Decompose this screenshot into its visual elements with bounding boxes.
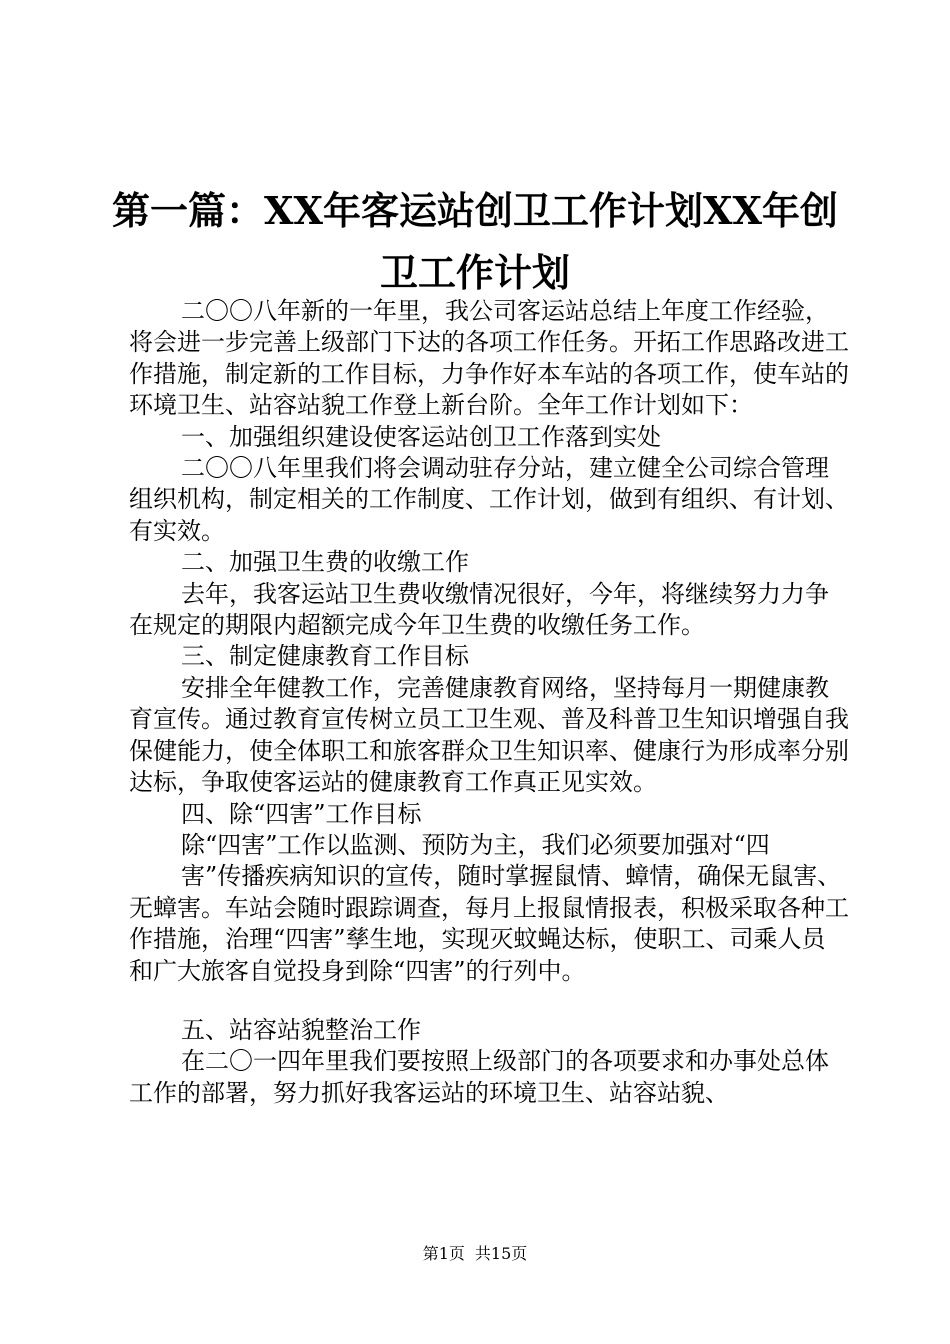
section-heading: 四、除“四害”工作目标 bbox=[181, 799, 422, 828]
paragraph: 在二〇一四年里我们要按照上级部门的各项要求和办事处总体工作的部署，努力抓好我客运站的环境卫生、站容站貌、 bbox=[129, 1047, 829, 1107]
paragraph: 害”传播疾病知识的宣传，随时掌握鼠情、蟑情，确保无鼠害、无蟑害。车站会随时跟踪调查，每月上报鼠情报表，积极采取各种工作措施，治理“四害”孳生地，实现灭蚊蝇达标，使职工、司乘人员和广大旅客自觉投身到除“四害”的行列中。 bbox=[129, 862, 849, 985]
section-heading: 五、站容站貌整治工作 bbox=[181, 1015, 421, 1044]
section-heading: 一、加强组织建设使客运站创卫工作落到实处 bbox=[181, 422, 661, 451]
document-title: 第一篇：XX年客运站创卫工作计划XX年创卫工作计划 bbox=[112, 188, 838, 295]
paragraph-gap bbox=[129, 987, 849, 1015]
section-heading: 三、制定健康教育工作目标 bbox=[181, 642, 469, 671]
page-total: 共15页 bbox=[474, 1244, 528, 1263]
section-heading: 二、加强卫生费的收缴工作 bbox=[181, 548, 469, 577]
paragraph: 安排全年健教工作，完善健康教育网络，坚持每月一期健康教育宣传。通过教育宣传树立员工卫生观、普及科普卫生知识增强自我保健能力，使全体职工和旅客群众卫生知识率、健康行为形成率分别达标，争取使客运站的健康教育工作真正见实效。 bbox=[129, 673, 849, 797]
paragraph: 二〇〇八年里我们将会调动驻存分站，建立健全公司综合管理组织机构，制定相关的工作制度、工作计划，做到有组织、有计划、有实效。 bbox=[129, 454, 849, 545]
paragraph: 除“四害”工作以监测、预防为主，我们必须要加强对“四 bbox=[181, 830, 770, 859]
paragraph: 去年，我客运站卫生费收缴情况很好，今年，将继续努力力争在规定的期限内超额完成今年卫生费的收缴任务工作。 bbox=[129, 579, 829, 640]
paragraph: 二〇〇八年新的一年里，我公司客运站总结上年度工作经验，将会进一步完善上级部门下达的各项工作任务。开拓工作思路改进工作措施，制定新的工作目标，力争作好本车站的各项工作，使车站的环境卫生、站容站貌工作登上新台阶。全年工作计划如下： bbox=[129, 297, 849, 420]
page-number: 第1页 bbox=[422, 1244, 465, 1263]
document-body bbox=[129, 296, 849, 1109]
page-footer bbox=[0, 1244, 950, 1264]
